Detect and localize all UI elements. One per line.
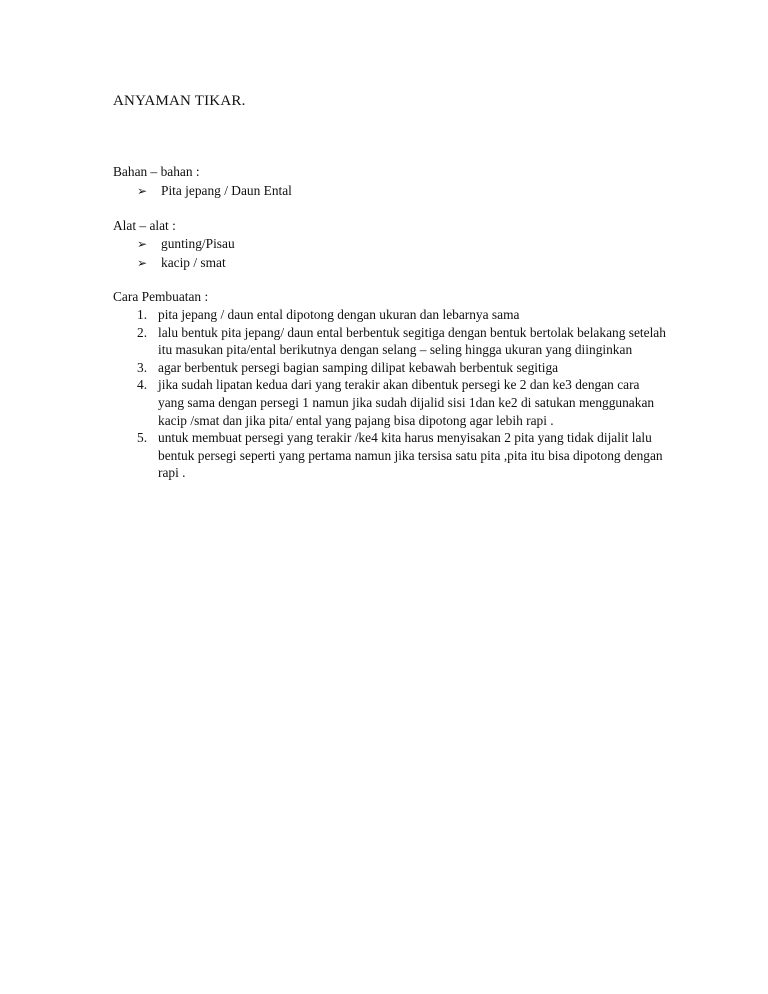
bahan-item: Pita jepang / Daun Ental xyxy=(161,183,292,198)
arrow-bullet-icon: ➢ xyxy=(137,237,148,251)
list-item xyxy=(137,182,292,201)
step-item xyxy=(137,324,667,359)
step-text: lalu bentuk pita jepang/ daun ental berbentuk segitiga dengan bentuk bertolak belakang setelah itu masukan pita/ental berikutnya dengan selang – seling hingga ukuran yang diinginkan xyxy=(158,324,666,358)
alat-list xyxy=(137,235,235,272)
steps-list xyxy=(137,306,667,482)
step-item xyxy=(137,359,667,377)
step-text: pita jepang / daun ental dipotong dengan ukuran dan lebarnya sama xyxy=(158,307,520,322)
step-number: 3. xyxy=(137,359,148,375)
list-item xyxy=(137,235,235,254)
list-item xyxy=(137,254,235,273)
step-item xyxy=(137,306,667,324)
step-item xyxy=(137,376,667,429)
document-title: ANYAMAN TIKAR. xyxy=(113,93,246,109)
step-number: 5. xyxy=(137,430,148,446)
arrow-bullet-icon: ➢ xyxy=(137,255,148,270)
alat-label: Alat – alat : xyxy=(113,218,176,233)
step-text: untuk membuat persegi yang terakir /ke4 kita harus menyisakan 2 pita yang tidak dijalit lalu bentuk persegi seperti yang pertama namun jika tersisa satu pita ,pita itu bisa dipotong dengan rapi . xyxy=(158,430,663,481)
alat-item: gunting/Pisau xyxy=(161,236,235,251)
alat-item: kacip / smat xyxy=(161,254,226,270)
step-text: jika sudah lipatan kedua dari yang terakir akan dibentuk persegi ke 2 dan ke3 dengan cara yang sama dengan persegi 1 namun jika sudah dijalid sisi 1dan ke2 di satukan menggunakan kacip /smat dan jika pita/ ental yang pajang bisa dipotong agar lebih rapi . xyxy=(158,377,655,428)
step-number: 1. xyxy=(137,307,148,322)
step-number: 2. xyxy=(137,324,148,340)
step-item xyxy=(137,429,667,482)
cara-label: Cara Pembuatan : xyxy=(113,289,209,304)
bahan-list xyxy=(137,182,292,201)
bahan-label: Bahan – bahan : xyxy=(113,164,200,179)
step-number: 4. xyxy=(137,377,148,393)
arrow-bullet-icon: ➢ xyxy=(137,184,148,198)
step-text: agar berbentuk persegi bagian samping dilipat kebawah berbentuk segitiga xyxy=(158,359,559,375)
